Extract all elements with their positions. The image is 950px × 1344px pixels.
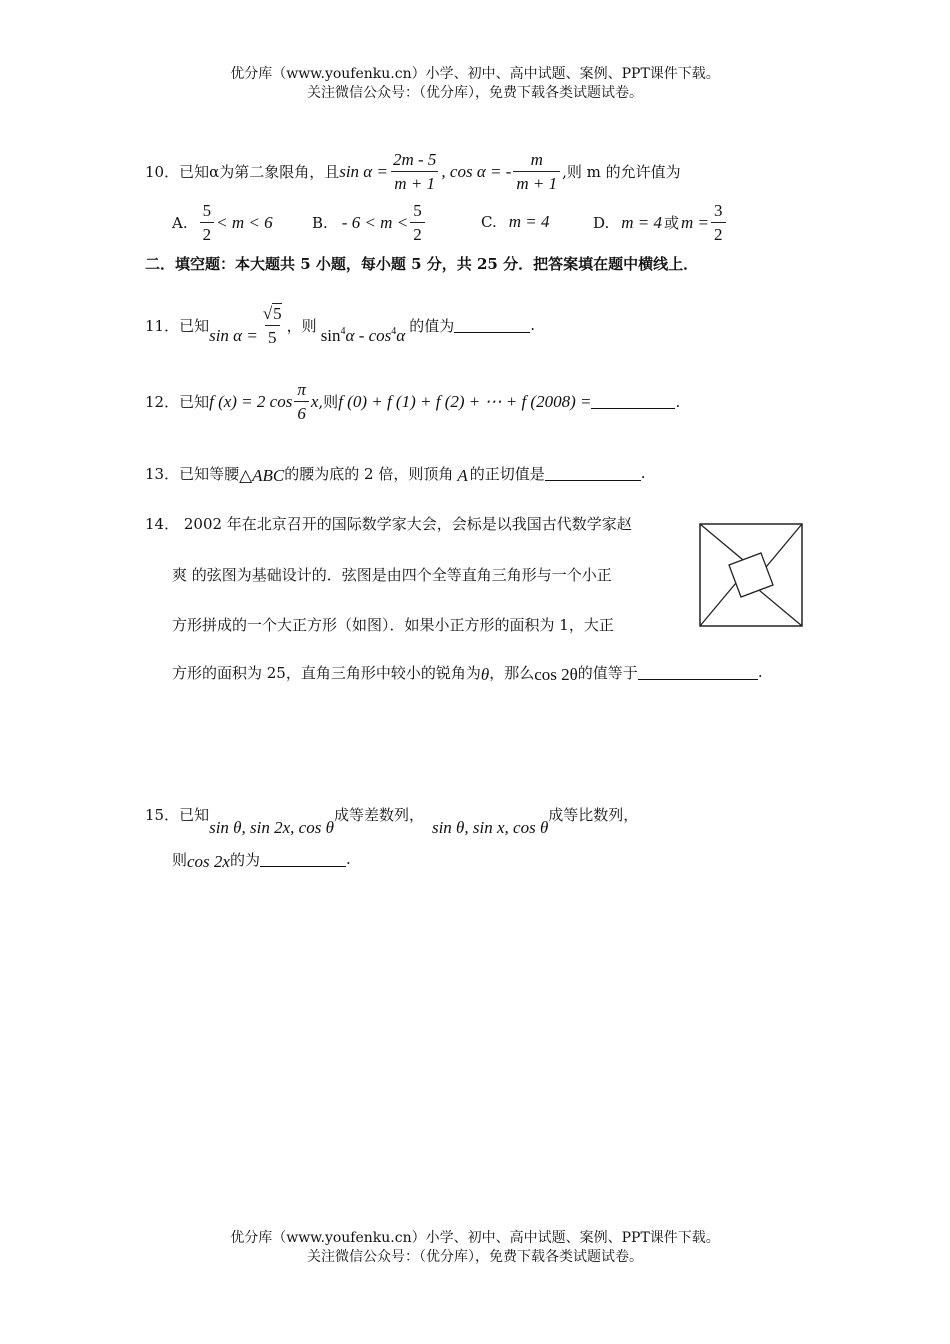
q14-line-2: 爽 的弦图为基础设计的．弦图是由四个全等直角三角形与一个小正 [172,566,612,584]
header-line-1: 优分库（www.youfenku.cn）小学、初中、高中试题、案例、PPT课件下载。 [230,66,720,82]
q11-comma: ，则 [286,316,317,335]
question-15 [145,790,638,838]
q10-option-b [312,202,427,243]
chord-diagram-figure [698,522,804,628]
q11-prefix: 11．已知 [145,316,210,335]
q11-numerator: √5 [262,303,282,323]
q14-line-4 [172,659,763,685]
q11-expr-mid: α - cos [345,326,392,345]
question-10 [145,151,681,192]
q10-f1-numerator: 2m - 5 [392,150,437,169]
q15-prefix: 15．已知 [145,805,210,824]
q14-line-4b: ，那么 [489,663,535,682]
q12-sum: f (0) + f (1) + f (2) + ⋯ + f (2008) = [338,391,592,411]
q14-line-4a: 方形的面积为 25，直角三角形中较小的锐角为 [172,663,481,682]
q13-answer-blank[interactable] [545,466,641,481]
q10-option-a-den: 2 [200,222,215,243]
q14-end: . [757,663,763,681]
q13-end: . [640,464,646,482]
q10-option-d-label: D. [593,213,610,232]
q10-option-a-num: 5 [202,201,212,220]
q11-exp-2: 4 [391,326,397,337]
q11-end: . [530,316,536,334]
q12-frac-num: π [297,380,306,399]
q13-suffix: 的正切值是 [469,464,545,483]
q15-end: . [346,850,351,868]
q10-option-a-tail: < m < 6 [216,212,273,232]
q12-fraction [294,381,309,422]
q14-line-3: 方形拼成的一个大正方形（如图）．如果小正方形的面积为 1，大正 [172,616,614,634]
question-13 [145,460,646,486]
q10-option-b-head: - 6 < m < [341,212,409,232]
q15-mid-2: 成等比数列， [548,805,639,824]
q10-fraction-1 [390,151,439,192]
q11-suffix: 的值为 [409,316,455,335]
q10-option-a-label: A. [172,213,188,232]
header-line-2: 关注微信公众号：（优分库），免费下载各类试题试卷。 [307,85,643,101]
q10-option-a-fraction [200,202,215,243]
q10-option-d-den: 2 [711,222,726,243]
q11-expr-sin: sin [320,326,341,345]
q12-fx: f (x) = 2 cos [209,391,293,411]
q15-cos2x: cos 2x [187,852,230,871]
q11-sin-lhs: sin α = [209,326,258,345]
q11-num-radicand: 5 [273,303,282,323]
q10-f2-denominator: m + 1 [513,171,560,192]
q10-sin-lhs: sin α = [339,161,388,181]
q13-angle-a: A [457,466,468,485]
q15-mid-1: 成等差数列， [333,805,424,824]
q10-option-d-or: 或 [664,214,680,232]
q13-mid: 的腰为底的 2 倍，则顶角 [284,464,454,483]
q15-line-2 [172,846,351,872]
q10-option-d-fraction [711,202,726,243]
q10-fraction-2 [513,151,560,192]
q14-line-1: 14． 2002 年在北京召开的国际数学家大会，会标是以我国古代数学家赵 [145,515,632,533]
q15-line-2a: 则 [172,850,188,869]
q10-f1-denominator: m + 1 [391,171,438,192]
q12-answer-blank[interactable] [591,394,675,409]
q10-option-b-num: 5 [413,201,422,220]
q15-answer-blank[interactable] [260,852,346,867]
q14-answer-blank[interactable] [638,665,758,680]
q10-option-d [593,202,728,243]
inner-square [729,553,773,597]
q10-suffix: ,则 m 的允许值为 [562,163,681,181]
q11-answer-blank[interactable] [454,318,530,333]
q15-sequence-2: sin θ, sin x, cos θ [431,818,549,837]
q10-option-c [481,212,549,232]
section-2-heading: 二．填空题：本大题共 5 小题，每小题 5 分，共 25 分．把答案填在题中横线上． [145,255,699,273]
q14-cos2theta: cos 2θ [534,665,578,684]
q10-prefix: 10．已知α为第二象限角，且 [145,163,340,181]
q10-option-d-mid: m = [681,212,710,232]
q10-option-b-fraction [410,202,425,243]
q10-cos-lhs: , cos α = - [441,161,512,181]
q12-mid: ,则 [318,393,339,411]
q10-option-d-num: 3 [714,201,723,220]
q11-exp-1: 4 [340,326,346,337]
q11-denominator: 5 [265,325,280,346]
footer-line-2: 关注微信公众号：（优分库），免费下载各类试题试卷。 [307,1249,643,1265]
q15-line-2b: 的为 [229,850,260,869]
q11-expression [321,326,406,346]
question-11 [145,304,535,346]
q10-option-b-den: 2 [410,222,425,243]
q11-expr-end: α [396,326,406,345]
q14-line-4c: 的值等于 [577,663,638,682]
q10-option-d-head: m = 4 [621,212,663,232]
q12-frac-den: 6 [294,401,309,422]
q10-option-c-text: m = 4 [508,212,550,231]
q10-option-b-label: B. [312,213,328,232]
footer-line-1: 优分库（www.youfenku.cn）小学、初中、高中试题、案例、PPT课件下载。 [230,1230,720,1246]
q10-option-c-label: C. [481,213,497,231]
q12-x: x [310,391,319,411]
q11-fraction [260,305,285,346]
q12-end: . [675,392,681,411]
q13-triangle: △ABC [239,466,285,485]
q15-sequence-1: sin θ, sin 2x, cos θ [209,818,334,837]
q13-prefix: 13．已知等腰 [145,464,240,483]
q14-theta: θ [480,665,490,684]
q10-f2-numerator: m [530,150,543,169]
q12-prefix: 12．已知 [145,393,210,411]
question-12 [145,381,680,422]
q10-option-a [172,202,273,243]
